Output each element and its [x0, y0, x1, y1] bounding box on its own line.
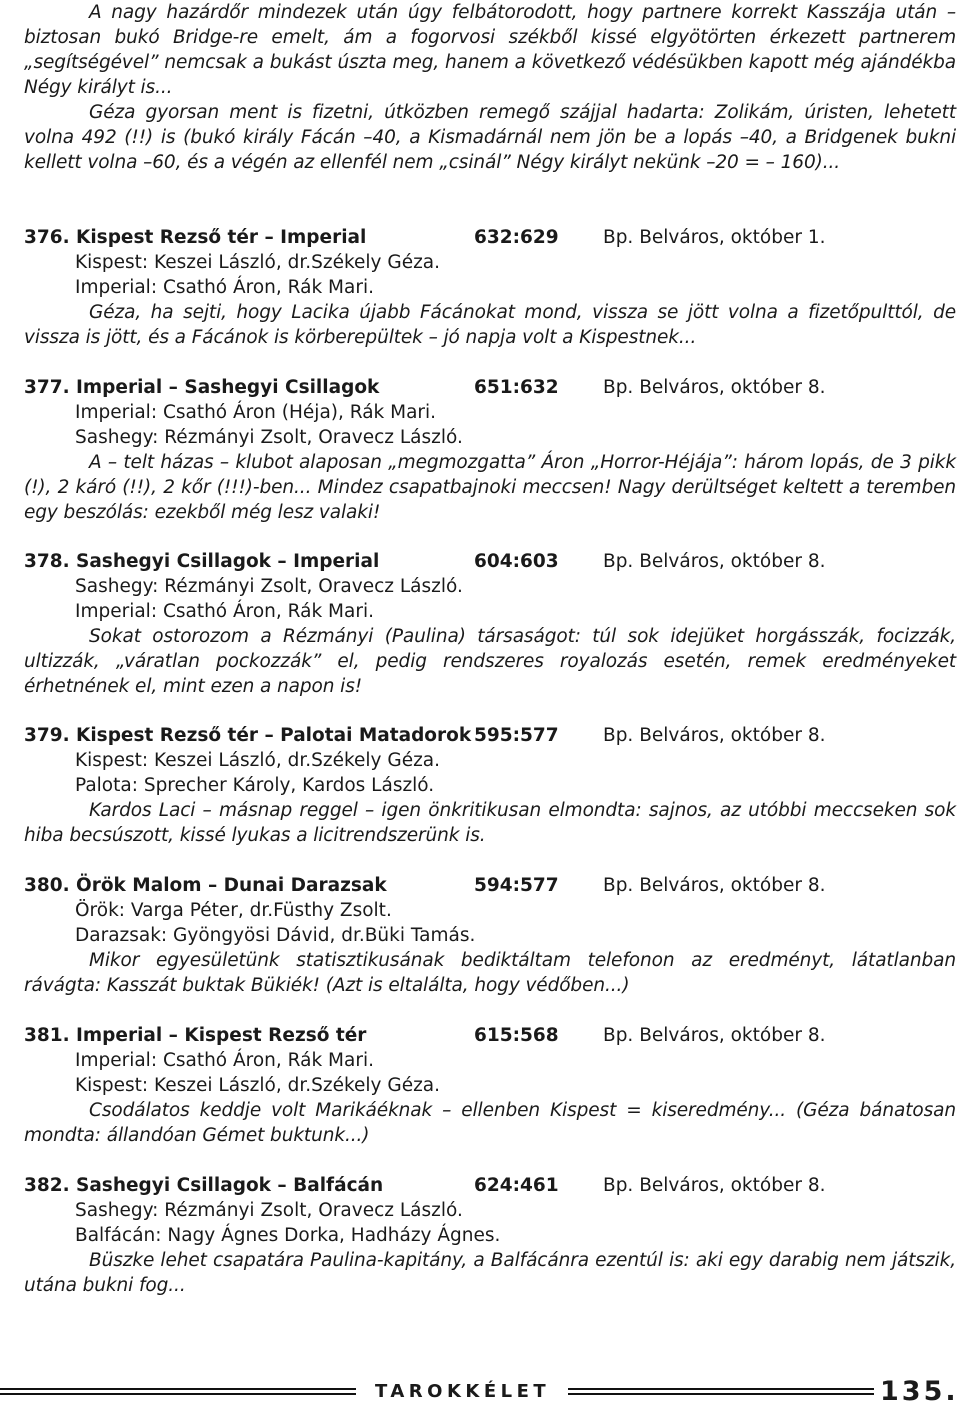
footer-rule-right-bottom: [568, 1393, 874, 1395]
match-score: 624:461: [474, 1175, 559, 1196]
match-score: 632:629: [474, 227, 559, 248]
match-venue-date: Bp. Belváros, október 8.: [603, 1175, 826, 1196]
match-entry-381: [24, 1023, 956, 1148]
match-teams: Örök Malom – Dunai Darazsak: [76, 875, 387, 896]
team-players-2: Imperial: Csathó Áron, Rák Mari.: [75, 601, 374, 622]
match-score: 615:568: [474, 1025, 559, 1046]
footer-rule-left-top: [0, 1388, 356, 1390]
intro-paragraph-2: Géza gyorsan ment is fizetni, útközben remegő szájjal hadarta: Zolikám, úristen, lehetett volna 492 (!!) is (bukó király Fácán –40, a Kismadárnál nem jön be a lopás –40, a Bridgenek bukni kellett volna –60, és a végén az ellenfél nem „csinál” Négy királyt nekünk –20 = – 160)...: [24, 102, 956, 173]
match-header: [24, 549, 956, 574]
intro-section: [24, 0, 956, 175]
match-entry-380: [24, 873, 956, 998]
match-teams: Kispest Rezső tér – Palotai Matadorok: [76, 725, 472, 746]
match-number: 382.: [24, 1175, 70, 1196]
match-entry-378: [24, 549, 956, 699]
match-comment: A – telt házas – klubot alaposan „megmozgatta” Áron „Horror-Héjája”: három lopás, de 3 pikk (!), 2 káró (!!), 2 kőr (!!!)-ben... Mindez csapatbajnoki meccsen! Nagy derültséget keltett a teremben egy beszólás: ezekből még lesz valaki!: [24, 452, 956, 523]
team-players-1: Sashegy: Rézmányi Zsolt, Oravecz László.: [75, 576, 463, 597]
match-entry-379: [24, 723, 956, 848]
match-teams: Sashegyi Csillagok – Imperial: [76, 551, 380, 572]
match-header: [24, 873, 956, 898]
footer-title: TAROKKÉLET: [375, 1381, 551, 1402]
page-footer: [0, 1370, 960, 1410]
match-teams: Kispest Rezső tér – Imperial: [76, 227, 367, 248]
match-header: [24, 1173, 956, 1198]
match-header: [24, 225, 956, 250]
match-score: 651:632: [474, 377, 559, 398]
team-players-2: Balfácán: Nagy Ágnes Dorka, Hadházy Ágnes.: [75, 1225, 501, 1246]
match-entry-382: [24, 1173, 956, 1298]
team-players-1: Kispest: Keszei László, dr.Székely Géza.: [75, 750, 441, 771]
match-comment: Csodálatos keddje volt Marikáéknak – ellenben Kispest = kiseredmény... (Géza bánatosan mondta: állandóan Gémet buktunk...): [24, 1100, 956, 1146]
team-players-2: Sashegy: Rézmányi Zsolt, Oravecz László.: [75, 427, 463, 448]
match-venue-date: Bp. Belváros, október 8.: [603, 377, 826, 398]
match-teams: Sashegyi Csillagok – Balfácán: [76, 1175, 384, 1196]
match-comment: Sokat ostorozom a Rézmányi (Paulina) társaságot: túl sok idejüket horgásszák, focizzák, ultizzák, „váratlan pockozzák” el, pedig rendszeres royalozás esetén, remek eredményeket érhetnének el, mint ezen a napon is!: [24, 626, 956, 697]
footer-rule-left-bottom: [0, 1393, 356, 1395]
team-players-2: Palota: Sprecher Károly, Kardos László.: [75, 775, 435, 796]
match-number: 380.: [24, 875, 70, 896]
match-score: 604:603: [474, 551, 559, 572]
match-comment: Géza, ha sejti, hogy Lacika újabb Fácánokat mond, vissza se jött volna a fizetőpulttól, de vissza is jött, és a Fácánok is körberepültek – jó napja volt a Kispestnek...: [24, 302, 956, 348]
team-players-1: Imperial: Csathó Áron (Héja), Rák Mari.: [75, 402, 437, 423]
match-score: 595:577: [474, 725, 559, 746]
match-entry-376: [24, 225, 956, 350]
match-venue-date: Bp. Belváros, október 8.: [603, 1025, 826, 1046]
match-comment: Mikor egyesületünk statisztikusának bediktáltam telefonon az eredményt, látatlanban rávágta: Kasszát buktak Bükiék! (Azt is eltalálta, hogy védőben...): [24, 950, 956, 996]
intro-paragraph-1: A nagy hazárdőr mindezek után úgy felbátorodott, hogy partnere korrekt Kasszája után – biztosan bukó Bridge-re emelt, ám a fogorvosi székből kissé elgyötörten érkezett partnerem „segítségével” nemcsak a bukást úszta meg, hanem a következő védésükben kapott még ajándékba Négy királyt is...: [24, 2, 956, 98]
match-venue-date: Bp. Belváros, október 1.: [603, 227, 826, 248]
match-venue-date: Bp. Belváros, október 8.: [603, 875, 826, 896]
match-header: [24, 1023, 956, 1048]
team-players-2: Kispest: Keszei László, dr.Székely Géza.: [75, 1075, 441, 1096]
page-number: 135.: [880, 1376, 959, 1407]
match-number: 381.: [24, 1025, 70, 1046]
match-number: 378.: [24, 551, 70, 572]
team-players-2: Imperial: Csathó Áron, Rák Mari.: [75, 277, 374, 298]
match-comment: Kardos Laci – másnap reggel – igen önkritikusan elmondta: sajnos, az utóbbi meccseken sok hiba becsúszott, kissé lyukas a licitrendszerünk is.: [24, 800, 956, 846]
footer-rule-right-top: [568, 1388, 874, 1390]
match-entry-377: [24, 375, 956, 525]
match-header: [24, 723, 956, 748]
team-players-1: Kispest: Keszei László, dr.Székely Géza.: [75, 252, 441, 273]
team-players-1: Imperial: Csathó Áron, Rák Mari.: [75, 1050, 374, 1071]
team-players-1: Örök: Varga Péter, dr.Füsthy Zsolt.: [75, 900, 392, 921]
match-number: 377.: [24, 377, 70, 398]
match-venue-date: Bp. Belváros, október 8.: [603, 725, 826, 746]
match-comment: Büszke lehet csapatára Paulina-kapitány, a Balfácánra ezentúl is: aki egy darabig nem játszik, utána bukni fog...: [24, 1250, 956, 1296]
match-score: 594:577: [474, 875, 559, 896]
match-teams: Imperial – Kispest Rezső tér: [76, 1025, 367, 1046]
match-number: 376.: [24, 227, 70, 248]
match-teams: Imperial – Sashegyi Csillagok: [76, 377, 380, 398]
match-header: [24, 375, 956, 400]
match-venue-date: Bp. Belváros, október 8.: [603, 551, 826, 572]
team-players-2: Darazsak: Gyöngyösi Dávid, dr.Büki Tamás.: [75, 925, 476, 946]
match-number: 379.: [24, 725, 70, 746]
team-players-1: Sashegy: Rézmányi Zsolt, Oravecz László.: [75, 1200, 463, 1221]
